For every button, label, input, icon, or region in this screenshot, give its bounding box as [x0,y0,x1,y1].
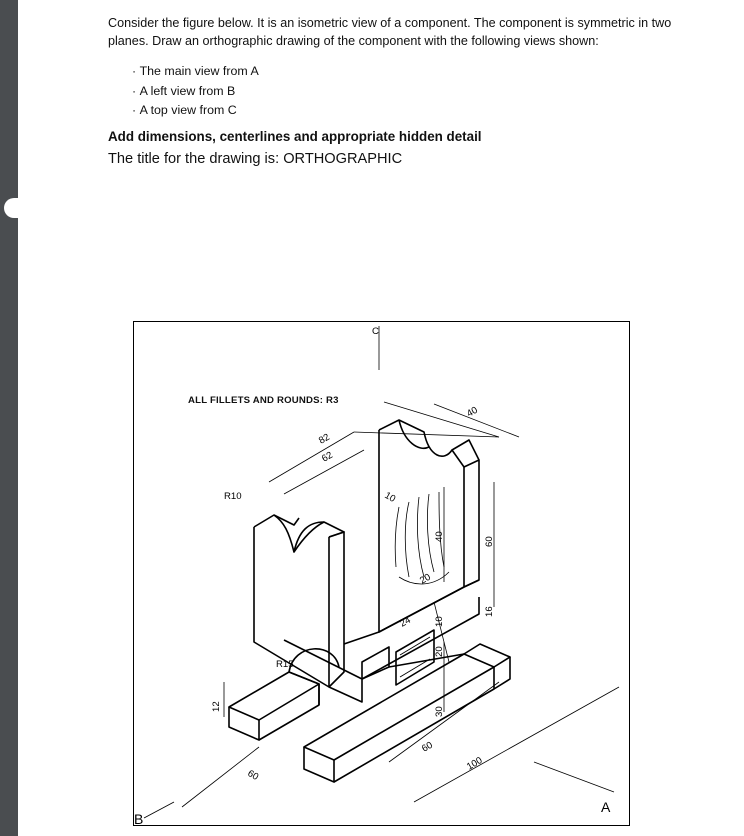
left-upright [254,515,344,687]
dim-r10: R10 [224,491,242,502]
list-item: · The main view from A [132,62,259,82]
dim-10-top: 10 [382,490,398,505]
dim-100: 100 [465,755,485,773]
dim-40: 40 [465,404,480,420]
dim-r15: R15 [276,659,294,670]
dim-30: 30 [434,706,445,717]
dim-40-b: 40 [434,531,445,542]
isometric-drawing [134,322,631,827]
dim-62: 62 [320,449,335,465]
drawing-title-instruction: The title for the drawing is: ORTHOGRAPHIC [108,151,403,167]
question-intro: Consider the figure below. It is an isometric view of a component. The component is symmetric in two planes. Draw an orthographic drawing of the component with the following views shown: [108,16,672,48]
base-left-foot [229,672,319,740]
dim-12: 12 [211,701,222,712]
back-upright [379,420,479,632]
floor-edge [344,580,479,644]
dim-24: 24 [398,614,413,630]
isometric-figure [133,321,630,826]
dim-16: 16 [484,606,495,617]
view-label-b: B [134,811,144,827]
dim-60-b: 60 [420,739,435,755]
dim-20-b: 20 [434,646,445,657]
list-item: · A left view from B [132,82,259,102]
dimension-lines [144,326,619,818]
left-viewer-bar [0,0,18,836]
dim-20: 20 [418,571,433,587]
requirements-text: Add dimensions, centerlines and appropriate hidden detail [108,129,482,144]
dim-60: 60 [484,536,495,547]
list-item: · A top view from C [132,101,259,121]
view-list [132,62,259,121]
view-label-c: C [372,326,379,337]
dim-10: 10 [434,616,445,627]
fillet-note: ALL FILLETS AND ROUNDS: R3 [188,395,339,406]
dim-82: 82 [317,431,332,447]
dim-60-c: 60 [245,768,261,783]
view-label-a: A [601,799,611,815]
collapse-tab[interactable] [4,198,18,218]
